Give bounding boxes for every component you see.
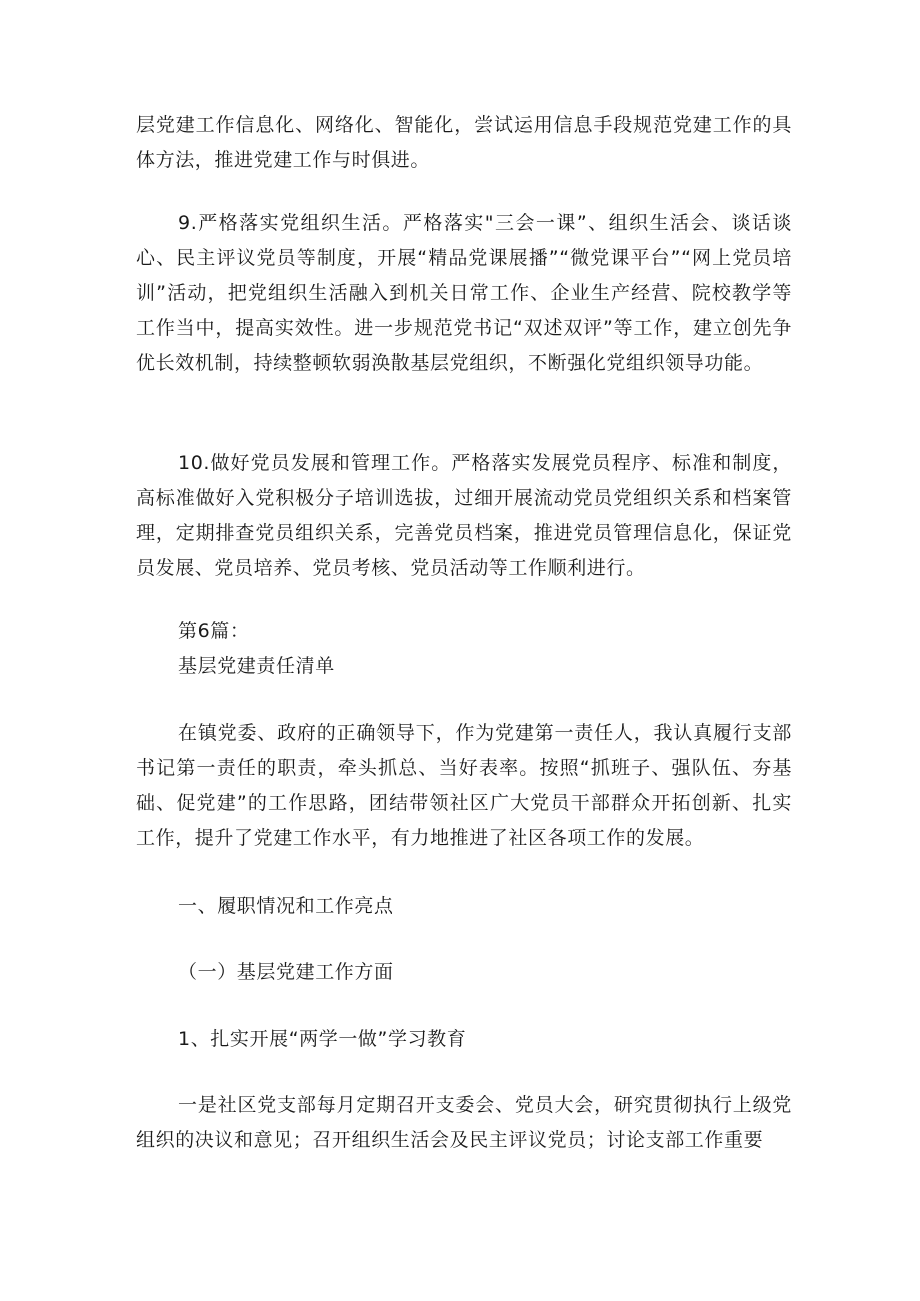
- chapter-title: 基层党建责任清单: [178, 655, 335, 677]
- paragraph-last: 一是社区党支部每月定期召开支委会、党员大会，研究贯彻执行上级党组织的决议和意见；召开组织生活会及民主评议党员；讨论支部工作重要: [136, 1094, 792, 1151]
- paragraph-item-9: 9.严格落实党组织生活。严格落实"三会一课”、组织生活会、谈话谈心、民主评议党员等制度，开展“精品党课展播”“微党课平台”“网上党员培训”活动，把党组织生活融入到机关日常工作、企业生产经营、院校教学等工作当中，提高实效性。进一步规范党书记“双述双评”等工作，建立创先争优长效机制，持续整顿软弱涣散基层党组织，不断强化党组织领导功能。: [136, 212, 792, 374]
- paragraph-intro: 在镇党委、政府的正确领导下，作为党建第一责任人，我认真履行支部书记第一责任的职责，牵头抓总、当好表率。按照“抓班子、强队伍、夯基础、促党建”的工作思路，团结带领社区广大党员干部群众开拓创新、扎实工作，提升了党建工作水平，有力地推进了社区各项工作的发展。: [136, 722, 792, 849]
- paragraph-continuation: 层党建工作信息化、网络化、智能化，尝试运用信息手段规范党建工作的具体方法，推进党建工作与时俱进。: [136, 114, 792, 171]
- chapter-label: 第6篇：: [178, 620, 250, 642]
- subsection-heading-1-1: （一）基层党建工作方面: [178, 961, 394, 983]
- section-heading-1: 一、履职情况和工作亮点: [178, 895, 394, 917]
- paragraph-item-10: 10.做好党员发展和管理工作。严格落实发展党员程序、标准和制度，高标准做好入党积极分子培训选拔，过细开展流动党员党组织关系和档案管理，定期排查党员组织关系，完善党员档案，推进党员管理信息化，保证党员发展、党员培养、党员考核、党员活动等工作顺利进行。: [136, 452, 792, 579]
- item-heading-1-1-1: 1、扎实开展“两学一做”学习教育: [178, 1028, 467, 1050]
